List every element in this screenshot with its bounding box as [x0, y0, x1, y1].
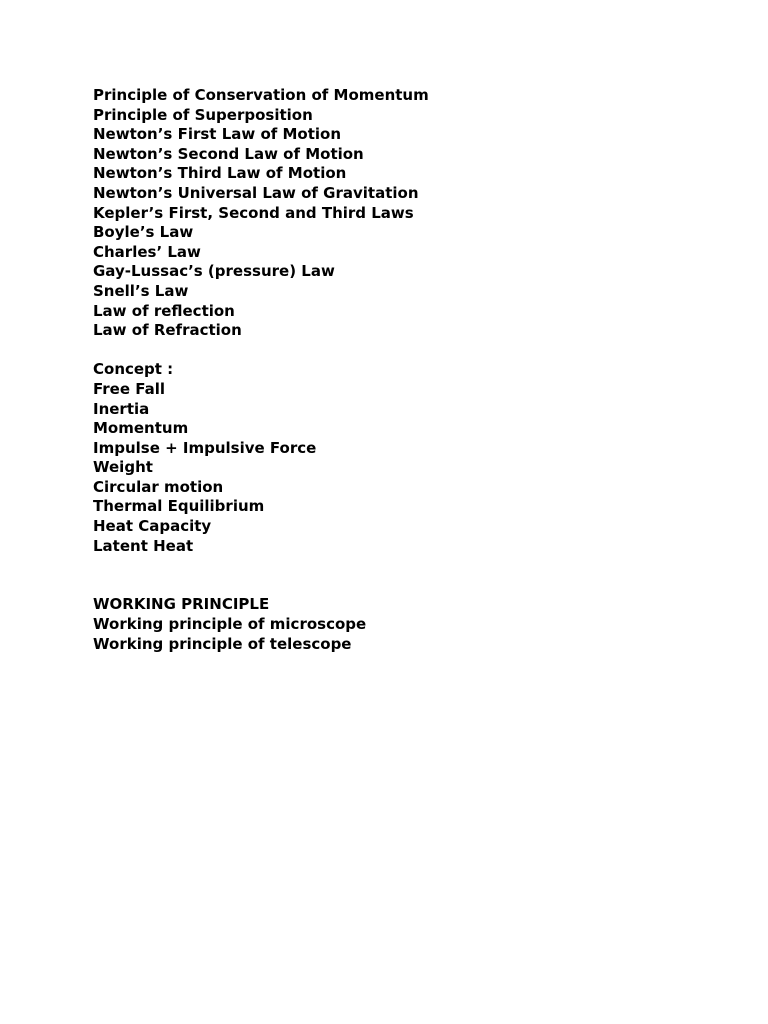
law-item: Newton’s Second Law of Motion	[93, 144, 364, 163]
laws-list	[93, 86, 713, 341]
law-item: Law of Refraction	[93, 321, 242, 340]
law-item: Newton’s First Law of Motion	[93, 125, 342, 144]
concept-item: Momentum	[93, 419, 189, 438]
working-principle-item: Working principle of microscope	[93, 615, 367, 634]
law-item: Newton’s Third Law of Motion	[93, 164, 347, 183]
spacer	[93, 556, 713, 595]
concept-item: Inertia	[93, 399, 150, 418]
law-item: Newton’s Universal Law of Gravitation	[93, 183, 419, 202]
law-item: Principle of Conservation of Momentum	[93, 86, 429, 104]
concept-item: Latent Heat	[93, 536, 194, 555]
working-principle-heading: WORKING PRINCIPLE	[93, 595, 270, 614]
concepts-heading: Concept :	[93, 360, 174, 379]
law-item: Snell’s Law	[93, 281, 189, 300]
working-principle-section	[93, 595, 713, 654]
concept-item: Free Fall	[93, 379, 166, 398]
law-item: Kepler’s First, Second and Third Laws	[93, 203, 414, 222]
law-item: Law of reflection	[93, 301, 235, 320]
document-content	[93, 86, 713, 654]
spacer	[93, 341, 713, 361]
law-item: Principle of Superposition	[93, 105, 313, 124]
concepts-section	[93, 360, 713, 556]
concept-item: Weight	[93, 458, 153, 477]
concept-item: Circular motion	[93, 477, 224, 496]
law-item: Gay-Lussac’s (pressure) Law	[93, 262, 335, 281]
concept-item: Thermal Equilibrium	[93, 497, 265, 516]
law-item: Boyle’s Law	[93, 223, 194, 242]
concept-item: Heat Capacity	[93, 517, 212, 536]
law-item: Charles’ Law	[93, 242, 201, 261]
working-principle-item: Working principle of telescope	[93, 634, 352, 653]
concept-item: Impulse + Impulsive Force	[93, 438, 317, 457]
